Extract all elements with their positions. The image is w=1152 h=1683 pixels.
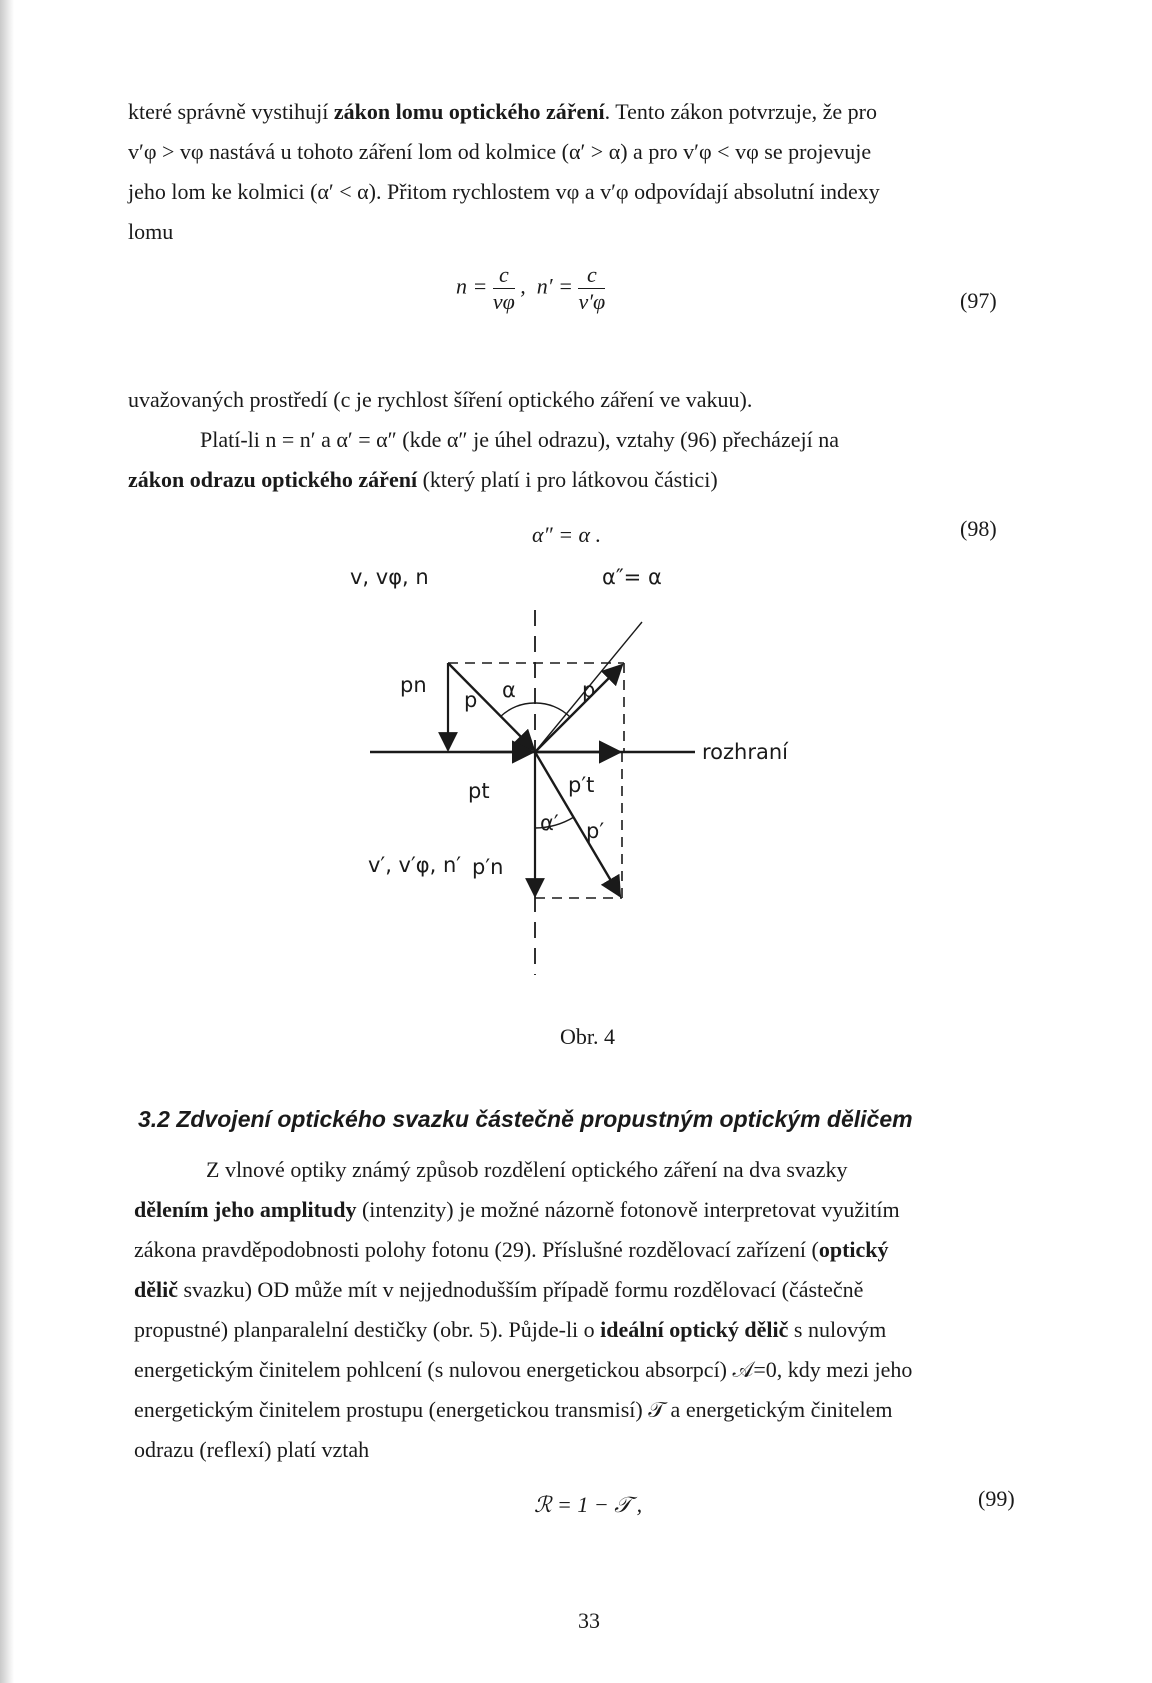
text-span: propustné) planparalelní destičky (obr. 5). Půjde-li o [134,1317,601,1342]
reflected-momentum-arrow [535,665,622,752]
bold-term-amplitude-division: dělením jeho amplitudy [134,1197,357,1222]
equation-number-98: (98) [960,516,997,541]
incident-momentum-arrow [448,663,534,750]
text-span: (který platí i pro látkovou částici) [417,467,718,492]
page-number: 33 [578,1608,600,1633]
text-span: které správně vystihují [128,99,334,124]
equation-number-97: (97) [960,288,997,313]
upper-medium-label: v, vφ, n [350,565,429,589]
p-incident-label: p [464,688,478,712]
text-span: zákona pravděpodobnosti polohy fotonu (29). Příslušné rozdělovací zařízení ( [134,1237,819,1262]
equation-number-99: (99) [978,1486,1015,1511]
fraction-denominator: vφ [492,289,515,314]
section-heading: 3.2 Zdvojení optického svazku částečně propustným optickým děličem [138,1106,913,1132]
scan-edge-shadow [0,0,14,1683]
angle-equality-label: α″= α [602,565,662,589]
p-reflected-label: p [582,678,596,702]
bold-term-reflection-law: zákon odrazu optického záření [128,467,418,492]
pt-prime-label: p′t [568,773,595,797]
refraction-figure [330,565,850,1000]
text-line: jeho lom ke kolmici (α′ < α). Přitom rychlostem vφ a v′φ odpovídají absolutní indexy [128,179,880,204]
text-line [134,1270,1018,1310]
bold-term-ideal-splitter: ideální optický dělič [600,1317,789,1342]
fraction-numerator: c [578,262,605,289]
figure-caption: Obr. 4 [560,1024,615,1049]
text-span: s nulovým [788,1317,887,1342]
pn-label: pn [400,673,427,697]
paragraph-beam-splitter [134,1150,1018,1470]
equation-97 [456,262,605,315]
paragraph-refraction-law [128,92,1018,252]
text-span: (intenzity) je možné názorně fotonově interpretovat využitím [356,1197,900,1222]
lower-medium-label: v′, v′φ, n′ [368,853,462,877]
fraction [493,262,515,315]
text-line: energetickým činitelem pohlcení (s nulovou energetickou absorpcí) 𝒜=0, kdy mezi jeho [134,1357,913,1382]
eq-lhs: n = [456,273,488,299]
equation-98: α″ = α . [532,522,602,547]
paragraph-reflection-law [128,380,1018,500]
eq-lhs: n′ = [536,273,573,299]
text-line [134,1310,1018,1350]
pn-prime-label: p′n [472,855,504,879]
bold-term-refraction-law: zákon lomu optického záření [333,99,605,124]
text-line: odrazu (reflexí) platí vztah [134,1437,370,1462]
text-line: Z vlnové optiky známý způsob rozdělení optického záření na dva svazky [206,1157,848,1182]
alpha-prime-label: α′ [540,811,559,835]
text-line [128,92,1018,132]
incidence-angle-arc [500,703,535,717]
text-line: energetickým činitelem prostupu (energetickou transmisí) 𝒯 a energetickým činitelem [134,1397,893,1422]
pt-label: pt [468,779,490,803]
eq-separator: , [520,273,526,299]
text-span: . Tento zákon potvrzuje, že pro [604,99,877,124]
text-line: uvažovaných prostředí (c je rychlost šíření optického záření ve vakuu). [128,387,753,412]
equation-99: ℛ = 1 − 𝒯 , [534,1492,643,1517]
p-prime-label: p′ [586,819,605,843]
text-line: lomu [128,219,174,244]
bold-term-splitter: dělič [134,1277,178,1302]
text-line [134,1230,1018,1270]
text-line: v′φ > vφ nastává u tohoto záření lom od kolmice (α′ > α) a pro v′φ < vφ se projevuje [128,139,872,164]
fraction-numerator: c [493,262,515,289]
boundary-label: rozhraní [702,740,788,764]
text-span: svazku) OD může mít v nejjednodušším případě formu rozdělovací (částečně [178,1277,864,1302]
alpha-label: α [502,678,516,702]
text-line: Platí-li n = n′ a α′ = α″ (kde α″ je úhel odrazu), vztahy (96) přecházejí na [200,427,839,452]
text-line [128,460,1018,500]
bold-term-optical: optický [818,1237,889,1262]
text-line [134,1190,1018,1230]
fraction-denominator: v′φ [578,289,606,314]
fraction [578,262,605,315]
